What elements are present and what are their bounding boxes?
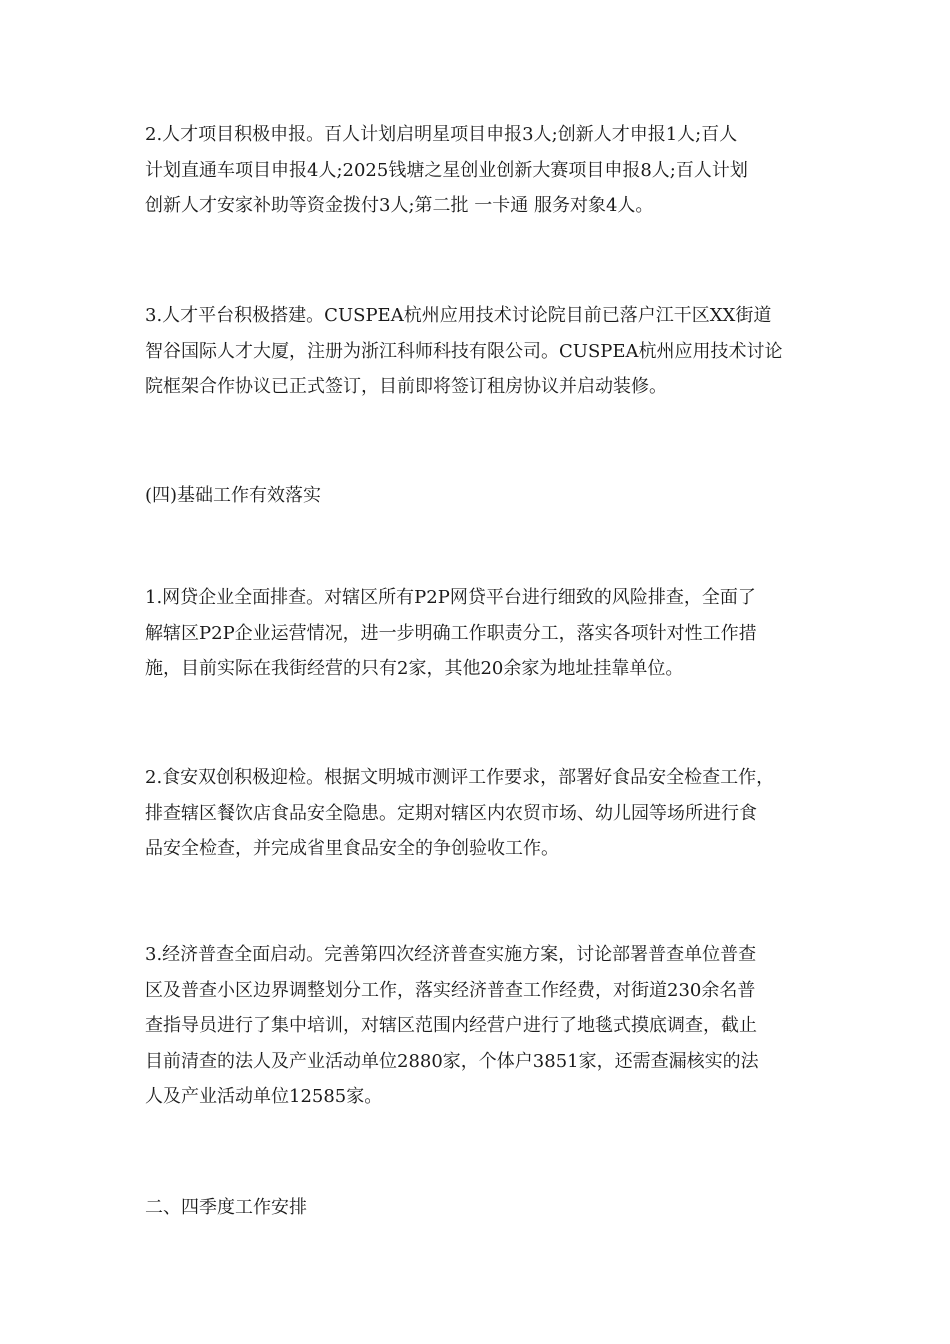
paragraph-talent-project-application <box>145 117 835 224</box>
text-line: 院框架合作协议已正式签订，目前即将签订租房协议并启动装修。 <box>145 376 667 397</box>
section-heading-basic-work <box>145 478 835 514</box>
text-line: 3.经济普查全面启动。完善第四次经济普查实施方案，讨论部署普查单位普查 <box>145 944 757 965</box>
text-line: 二、四季度工作安排 <box>145 1197 307 1218</box>
text-line: 区及普查小区边界调整划分工作，落实经济普查工作经费，对街道230余名普 <box>145 979 756 1001</box>
text-line: 计划直通车项目申报4人;2025钱塘之星创业创新大赛项目申报8人;百人计划 <box>145 159 748 181</box>
text-line: 3.人才平台积极搭建。CUSPEA杭州应用技术讨论院目前已落户江干区XX街道 <box>145 305 772 326</box>
paragraph-economic-census <box>145 937 835 1115</box>
text-line: 2.人才项目积极申报。百人计划启明星项目申报3人;创新人才申报1人;百人 <box>145 124 738 145</box>
text-line: (四)基础工作有效落实 <box>145 485 322 506</box>
text-line: 施，目前实际在我街经营的只有2家，其他20余家为地址挂靠单位。 <box>145 658 684 679</box>
text-line: 目前清查的法人及产业活动单位2880家，个体户3851家，还需查漏核实的法 <box>145 1050 759 1072</box>
text-line: 智谷国际人才大厦，注册为浙江科师科技有限公司。CUSPEA杭州应用技术讨论 <box>145 340 783 362</box>
text-line: 解辖区P2P企业运营情况，进一步明确工作职责分工，落实各项针对性工作措 <box>145 622 757 644</box>
text-line: 人及产业活动单位12585家。 <box>145 1086 383 1107</box>
text-line: 品安全检查，并完成省里食品安全的争创验收工作。 <box>145 838 559 859</box>
text-line: 查指导员进行了集中培训，对辖区范围内经营户进行了地毯式摸底调查，截止 <box>145 1015 757 1036</box>
section-heading-q4-plan <box>145 1190 835 1226</box>
text-line: 创新人才安家补助等资金拨付3人;第二批 一卡通 服务对象4人。 <box>145 195 654 216</box>
text-line: 排查辖区餐饮店食品安全隐患。定期对辖区内农贸市场、幼儿园等场所进行食 <box>145 802 757 824</box>
paragraph-talent-platform-building <box>145 298 835 405</box>
paragraph-p2p-inspection <box>145 580 835 687</box>
paragraph-food-safety <box>145 760 835 867</box>
text-line: 2.食安双创积极迎检。根据文明城市测评工作要求，部署好食品安全检查工作， <box>145 767 775 788</box>
text-line: 1.网贷企业全面排查。对辖区所有P2P网贷平台进行细致的风险排查，全面了 <box>145 587 756 608</box>
